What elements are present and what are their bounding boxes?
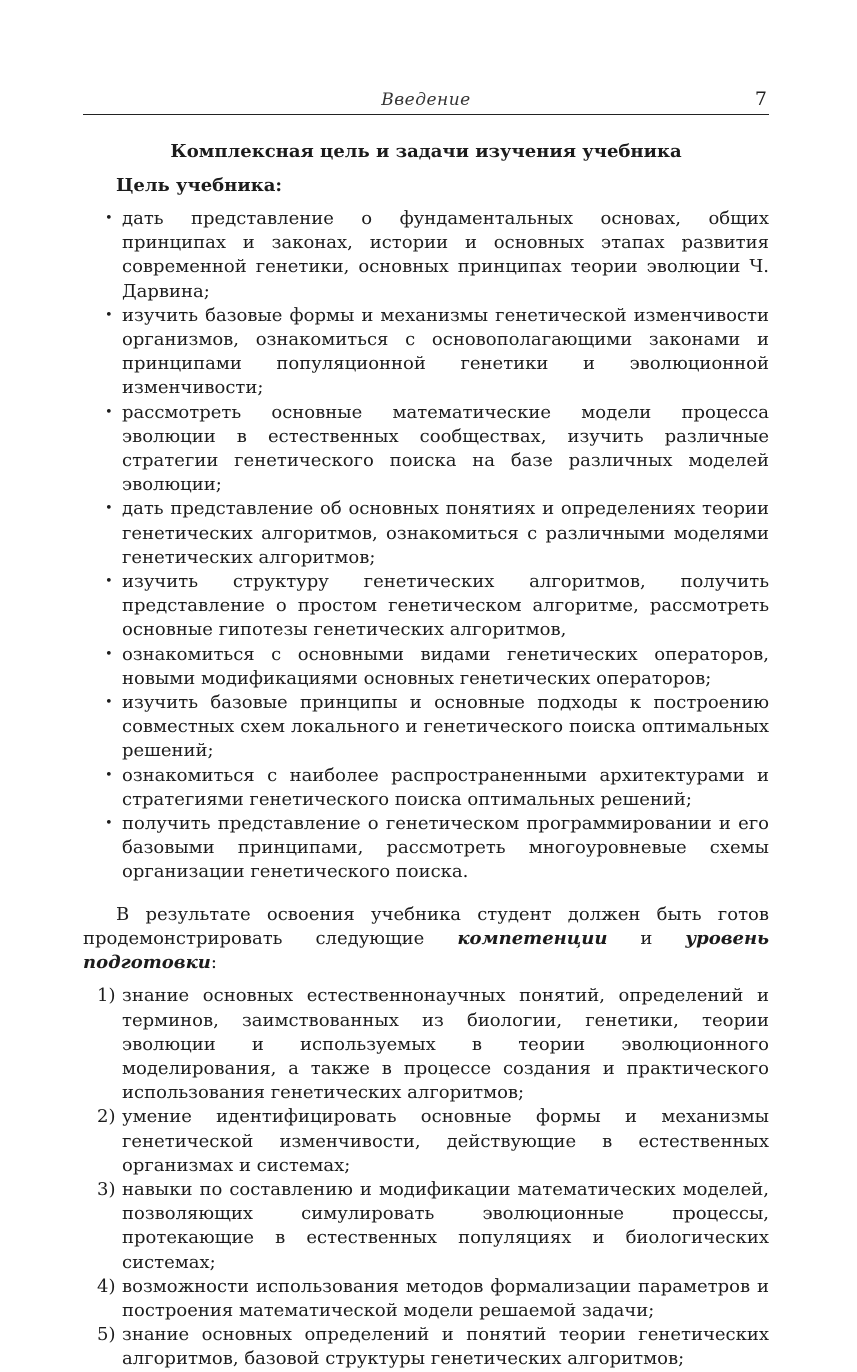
list-item [83,401,769,498]
bullet-icon: • [105,767,113,783]
item-number: 1) [97,985,116,1007]
list-item-text: ознакомиться с наиболее распространенными архитектурами и стратегиями генетического поиска оптимальных решений; [122,764,769,810]
intro-text: и [607,927,686,949]
list-item-text: умение идентифицировать основные формы и механизмы генетической изменчивости, действующие в естественных организмах и системах; [122,1106,769,1176]
goals-list [83,207,769,885]
list-item-text: дать представление о фундаментальных основах, общих принципах и законах, истории и основных этапах развития современной генетики, основных принципах теории эволюции Ч. Дарвина; [122,208,769,302]
list-item [83,570,769,643]
list-item [83,764,769,812]
item-number: 3) [97,1178,116,1200]
item-number: 5) [97,1324,116,1346]
section-heading: Комплексная цель и задачи изучения учебника [170,141,682,162]
list-item [83,1178,769,1275]
list-item-text: изучить базовые формы и механизмы генетической изменчивости организмов, ознакомиться с основополагающими законами и принципами популяционной генетики и эволюционной изменчивости; [122,304,769,399]
bullet-icon: • [105,211,113,226]
list-item [83,304,769,401]
list-item-text: возможности использования методов формализации параметров и построения математической модели решаемой задачи; [122,1275,769,1321]
emphasis-competencies: компетенции [457,927,608,949]
running-header [83,88,769,115]
bullet-icon: • [105,646,113,662]
competencies-list [83,984,769,1371]
bullet-icon: • [105,574,113,590]
running-title: Введение [381,90,471,110]
list-item-text: дать представление об основных понятиях и определениях теории генетических алгоритмов, ознакомиться с различными моделями генетических алгоритмов; [122,498,769,568]
list-item-text: изучить базовые принципы и основные подходы к построению совместных схем локального и генетического поиска оптимальных решений; [122,692,769,762]
list-item [83,497,769,570]
bullet-icon: • [105,404,113,420]
intro-text: : [210,952,217,974]
bullet-icon: • [105,695,113,711]
emphasis-level: уровень подготовки [83,927,769,974]
bullet-icon: • [105,501,113,517]
list-item [83,643,769,691]
list-item-text: получить представление о генетическом программировании и его базовыми принципами, рассмотреть многоуровневые схемы организации генетического поиска. [122,813,769,883]
list-item-text: рассмотреть основные математические модели процесса эволюции в естественных сообществах, изучить различные стратегии генетического поиска на базе различных моделей эволюции; [122,401,769,496]
page-number: 7 [754,88,767,110]
intro-text: В результате освоения учебника студент должен быть готов продемонстрировать следующие [83,903,769,949]
list-item [83,812,769,885]
list-item-text: навыки по составлению и модификации математических моделей, позволяющих симулировать эволюционные процессы, протекающие в естественных популяциях и биологических системах; [122,1178,769,1273]
list-item-text: ознакомиться с основными видами генетических операторов, новыми модификациями основных генетических операторов; [122,643,769,689]
list-item [83,207,769,304]
goal-subheading: Цель учебника: [116,175,283,196]
list-item [83,984,769,1105]
item-number: 4) [97,1275,116,1297]
intro-paragraph [83,903,769,976]
list-item-text: знание основных естественнонаучных понятий, определений и терминов, заимствованных из биологии, генетики, теории эволюции и используемых в теории эволюционного моделирования, а также в процессе создания и практического использования генетических алгоритмов; [122,985,769,1104]
list-item-text: изучить структуру генетических алгоритмов, получить представление о простом генетическом алгоритме, рассмотреть основные гипотезы генетических алгоритмов, [122,571,769,641]
bullet-icon: • [105,307,113,323]
bullet-icon: • [105,816,113,832]
list-item [83,1105,769,1178]
item-number: 2) [97,1106,116,1128]
list-item [83,1275,769,1323]
list-item [83,1323,769,1371]
list-item [83,691,769,764]
list-item-text: знание основных определений и понятий теории генетических алгоритмов, базовой структуры генетических алгоритмов; [122,1324,769,1370]
book-page [83,88,769,1372]
